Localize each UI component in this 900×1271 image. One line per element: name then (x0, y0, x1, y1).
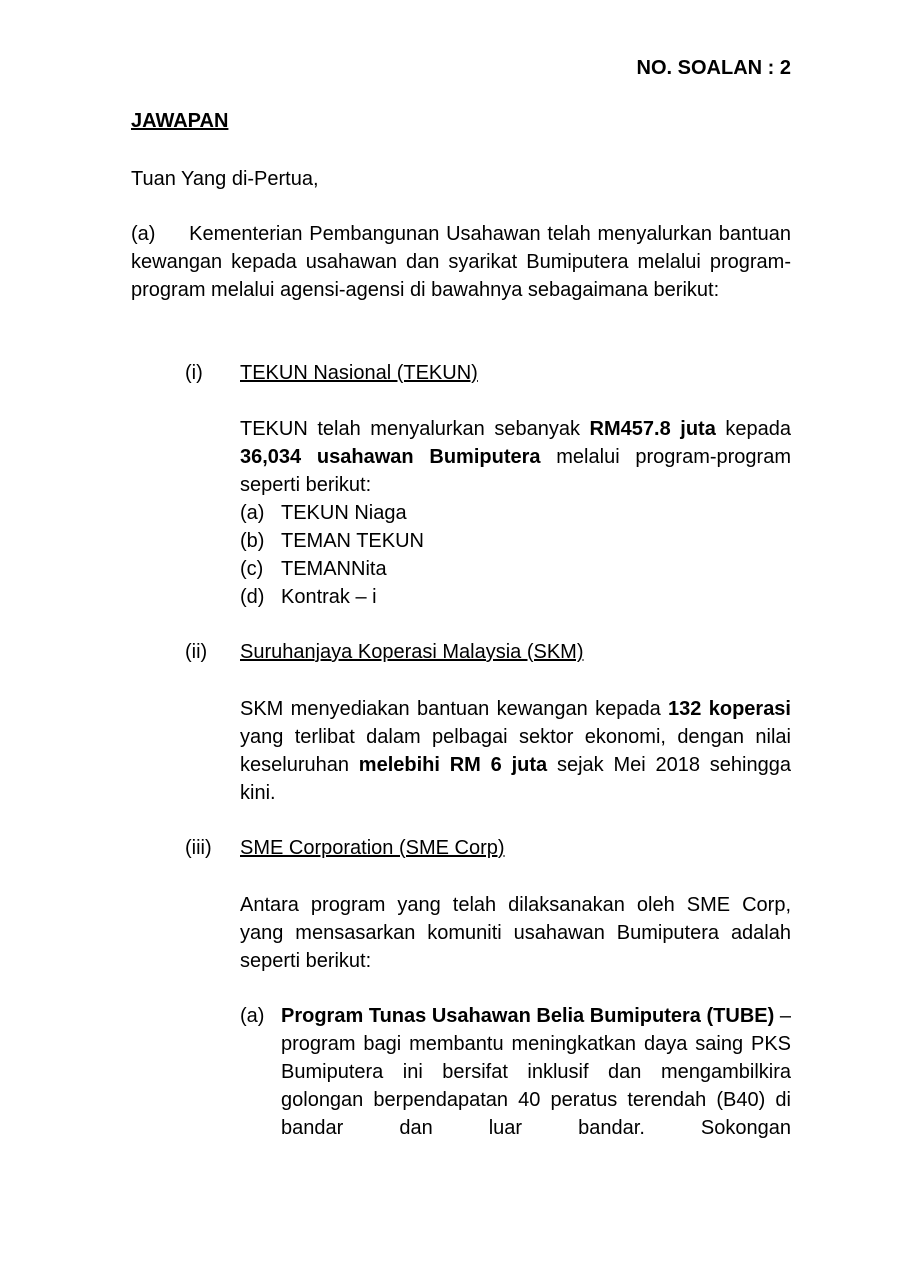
list-item (240, 555, 424, 583)
section-iii-heading: SME Corporation (SME Corp) (240, 837, 505, 859)
tube-program-name: Program Tunas Usahawan Belia Bumiputera (TUBE) (281, 1005, 775, 1027)
sme-item-label: (a) (240, 1005, 265, 1027)
section-iii-numeral: (iii) (185, 837, 212, 859)
section-ii-numeral: (ii) (185, 641, 208, 663)
list-item (240, 583, 424, 611)
tube-program-text: – program bagi membantu meningkatkan daya saing PKS Bumiputera ini bersifat inklusif dan mengambilkira golongan berpendapatan 40 peratus terendah (B40) di bandar dan luar bandar. Sokongan (281, 1005, 791, 1139)
answer-title: JAWAPAN (131, 110, 229, 132)
section-i-text-2: kepada (715, 418, 792, 440)
section-ii-text-1: SKM menyediakan bantuan kewangan kepada (240, 698, 669, 720)
skm-cooperatives: 132 koperasi (668, 698, 791, 720)
list-item (240, 527, 424, 555)
list-item-text: Kontrak – i (281, 586, 377, 608)
section-ii-text-3: sejak Mei 2018 sehingga kini. (240, 754, 791, 804)
section-i-text-3: melalui program-program seperti berikut: (240, 446, 791, 496)
tekun-recipients: 36,034 usahawan Bumiputera (240, 446, 541, 468)
section-i-text-1: TEKUN telah menyalurkan sebanyak (240, 418, 590, 440)
section-ii-text-2: yang terlibat dalam pelbagai sektor ekonomi, dengan nilai keseluruhan (240, 726, 791, 776)
list-item-label: (b) (240, 530, 265, 552)
list-item-label: (a) (240, 502, 265, 524)
list-item (240, 499, 424, 527)
list-item-text: TEMANNita (281, 558, 387, 580)
list-item-label: (c) (240, 558, 264, 580)
section-i-paragraph (240, 415, 791, 499)
question-number: NO. SOALAN : 2 (636, 57, 791, 79)
part-a-paragraph (131, 220, 791, 304)
sme-item-paragraph (281, 1002, 791, 1142)
list-item-label: (d) (240, 586, 265, 608)
tekun-amount: RM457.8 juta (589, 418, 716, 440)
salutation: Tuan Yang di-Pertua, (131, 168, 319, 190)
section-i-heading: TEKUN Nasional (TEKUN) (240, 362, 478, 384)
list-item-text: TEKUN Niaga (281, 502, 407, 524)
section-iii-intro: Antara program yang telah dilaksanakan oleh SME Corp, yang mensasarkan komuniti usahawan Bumiputera adalah seperti berikut: (240, 894, 791, 972)
skm-amount: melebihi RM 6 juta (358, 754, 548, 776)
part-a-label: (a) (131, 223, 156, 245)
part-a-text: Kementerian Pembangunan Usahawan telah menyalurkan bantuan kewangan kepada usahawan dan syarikat Bumiputera melalui program-program melalui agensi-agensi di bawahnya sebagaimana berikut: (131, 223, 791, 301)
list-item-text: TEMAN TEKUN (281, 530, 424, 552)
section-ii-heading: Suruhanjaya Koperasi Malaysia (SKM) (240, 641, 584, 663)
tekun-program-list (240, 499, 424, 611)
section-ii-paragraph (240, 695, 791, 807)
section-i-numeral: (i) (185, 362, 203, 384)
